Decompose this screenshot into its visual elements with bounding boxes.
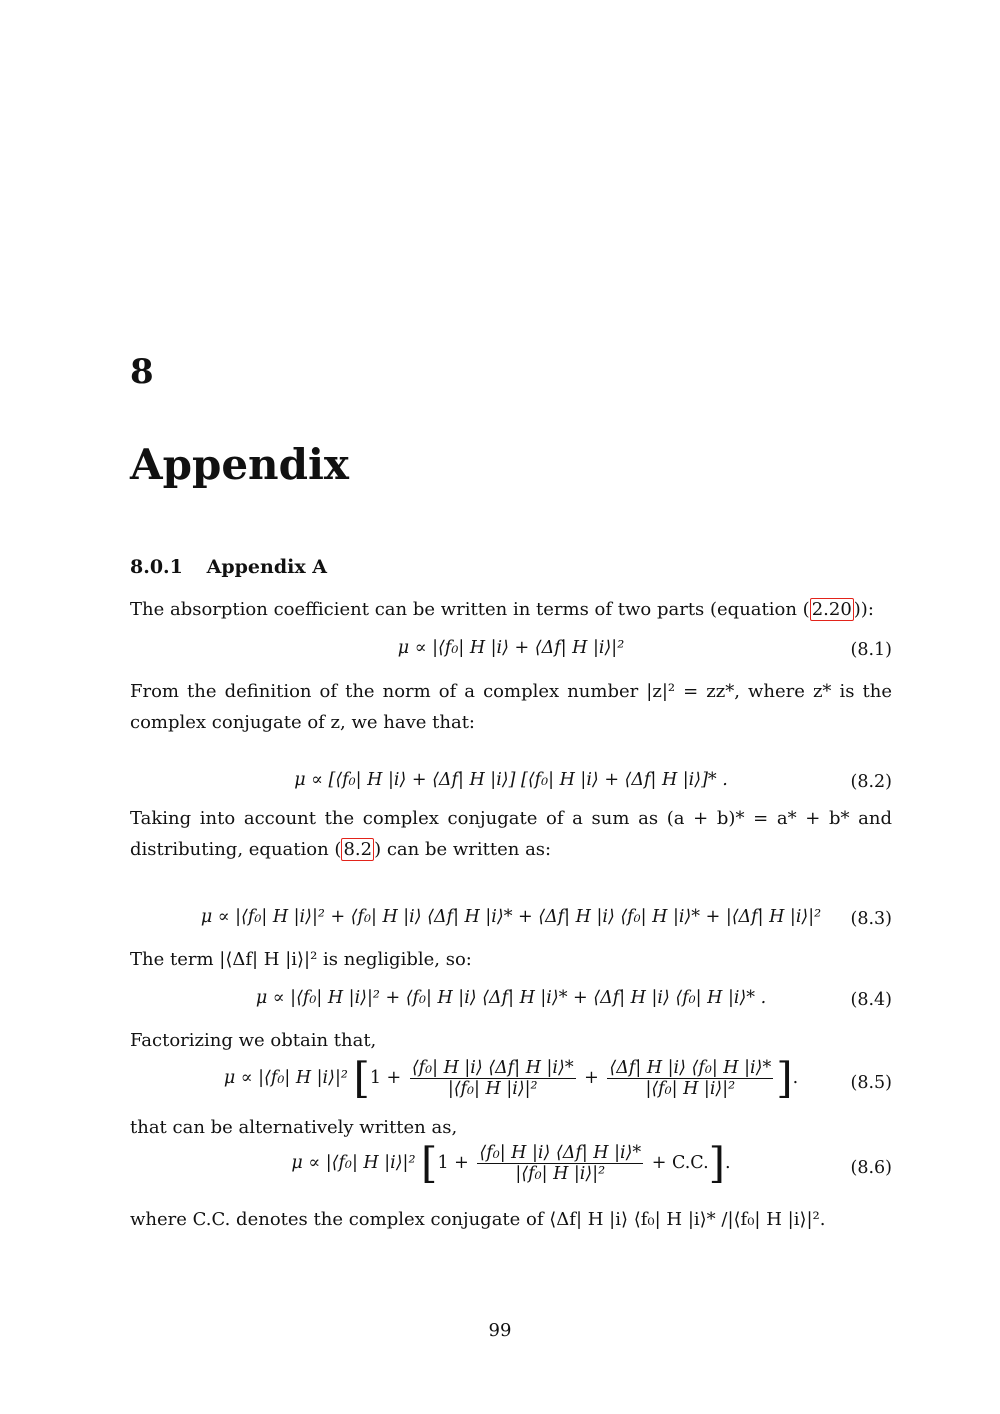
fraction-1-numerator: ⟨f₀| H |i⟩ ⟨Δf| H |i⟩* (411, 1058, 574, 1078)
chapter-title: Appendix (130, 440, 349, 489)
right-bracket: ] (776, 1053, 793, 1103)
paragraph-3 (130, 803, 892, 865)
section-heading (130, 556, 327, 578)
equation-8-1-body: μ ∝ |⟨f₀| H |i⟩ + ⟨Δf| H |i⟩|² (397, 638, 625, 658)
plus-sign: + (584, 1068, 599, 1088)
equation-8-5-number: (8.5) (850, 1073, 892, 1093)
section-title: Appendix A (206, 556, 328, 578)
equation-8-5-one: 1 + (369, 1068, 402, 1088)
equation-8-5 (130, 1053, 892, 1103)
fraction-2 (607, 1058, 773, 1099)
fraction-1-denominator: |⟨f₀| H |i⟩|² (447, 1079, 538, 1099)
equation-8-5-lead: μ ∝ |⟨f₀| H |i⟩|² (223, 1068, 348, 1088)
equation-8-6-one: 1 + (437, 1153, 469, 1173)
equation-8-1 (130, 638, 892, 658)
right-bracket: ] (708, 1138, 726, 1188)
equation-8-3-number: (8.3) (850, 909, 892, 929)
equation-8-6-lead: μ ∝ |⟨f₀| H |i⟩|² (291, 1153, 416, 1173)
equation-8-3-body: μ ∝ |⟨f₀| H |i⟩|² + ⟨f₀| H |i⟩ ⟨Δf| H |i⟩* + ⟨Δf| H |i⟩ ⟨f₀| H |i⟩* + |⟨Δf| H |i⟩|² (200, 907, 822, 927)
equation-ref-8-2[interactable]: 8.2 (343, 839, 373, 860)
fraction-1 (410, 1058, 576, 1099)
page-number: 99 (488, 1320, 512, 1341)
left-bracket: [ (421, 1138, 438, 1188)
equation-8-4 (130, 988, 892, 1008)
equation-8-5-tail: . (792, 1068, 799, 1088)
fraction-1-numerator: ⟨f₀| H |i⟩ ⟨Δf| H |i⟩* (479, 1143, 642, 1163)
paragraph-2: From the definition of the norm of a complex number |z|² = zz*, where z* is the complex conjugate of z, we have that: (130, 681, 892, 733)
fraction-1 (477, 1143, 643, 1184)
equation-8-1-number: (8.1) (850, 640, 892, 660)
fraction-2-denominator: |⟨f₀| H |i⟩|² (645, 1079, 736, 1099)
paragraph-4: The term |⟨Δf| H |i⟩|² is negligible, so: (130, 949, 472, 970)
paragraph-6: that can be alternatively written as, (130, 1117, 458, 1138)
equation-8-2 (130, 770, 892, 790)
paragraph-3-text-b: ) can be written as: (374, 839, 552, 860)
section-number: 8.0.1 (130, 556, 183, 578)
paragraph-7: where C.C. denotes the complex conjugate of ⟨Δf| H |i⟩ ⟨f₀| H |i⟩* /|⟨f₀| H |i⟩|². (130, 1209, 826, 1230)
left-bracket: [ (353, 1053, 370, 1103)
equation-8-2-number: (8.2) (850, 772, 892, 792)
complex-conjugate-term: + C.C. (651, 1153, 709, 1173)
equation-ref-2-20[interactable]: 2.20 (811, 599, 852, 620)
equation-8-6-tail: . (725, 1153, 731, 1173)
fraction-2-numerator: ⟨Δf| H |i⟩ ⟨f₀| H |i⟩* (609, 1058, 772, 1078)
equation-8-4-number: (8.4) (850, 990, 892, 1010)
paragraph-1 (130, 594, 892, 625)
equation-8-6 (130, 1138, 892, 1188)
paragraph-5: Factorizing we obtain that, (130, 1030, 377, 1051)
paragraph-1-text-b: )): (853, 599, 874, 620)
paragraph-3-text-a: Taking into account the complex conjugate of a sum as (a + b)* = a* + b* and distributing, equation ( (130, 808, 892, 860)
equation-8-2-body: μ ∝ [⟨f₀| H |i⟩ + ⟨Δf| H |i⟩] [⟨f₀| H |i⟩ + ⟨Δf| H |i⟩]* . (294, 770, 728, 790)
equation-8-6-number: (8.6) (850, 1158, 892, 1178)
equation-8-3 (130, 907, 892, 927)
equation-8-4-body: μ ∝ |⟨f₀| H |i⟩|² + ⟨f₀| H |i⟩ ⟨Δf| H |i⟩* + ⟨Δf| H |i⟩ ⟨f₀| H |i⟩* . (255, 988, 767, 1008)
fraction-1-denominator: |⟨f₀| H |i⟩|² (515, 1164, 606, 1184)
paragraph-1-text-a: The absorption coefficient can be written in terms of two parts (equation ( (130, 599, 810, 620)
chapter-number: 8 (130, 352, 154, 392)
